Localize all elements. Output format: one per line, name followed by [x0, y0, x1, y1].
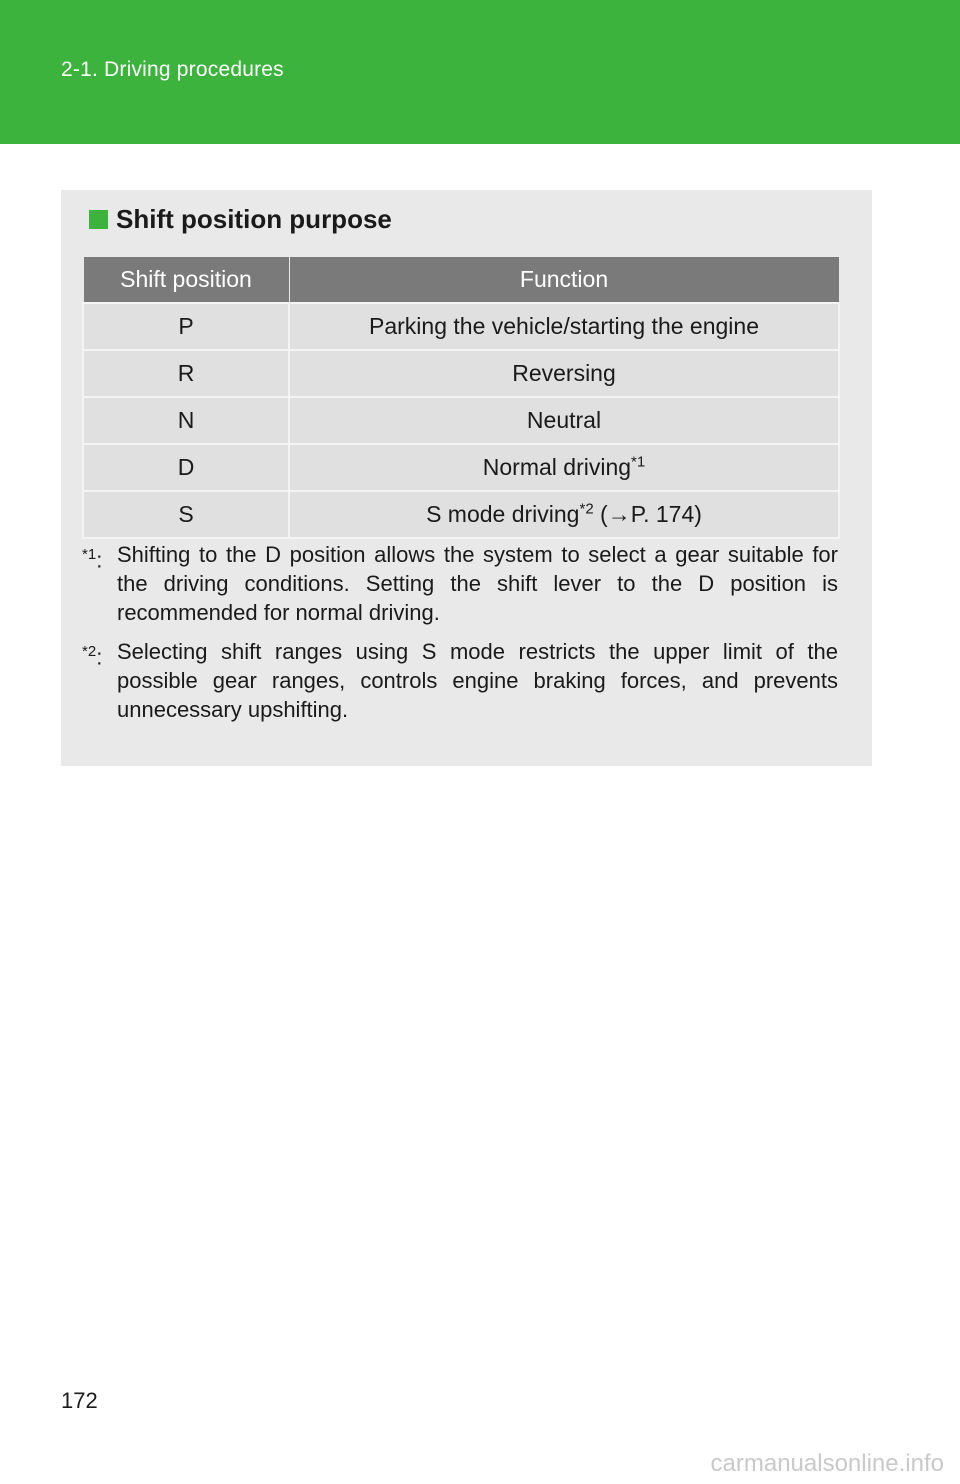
- footnote-ref: *1: [631, 453, 646, 471]
- page-reference: (→P. 174): [593, 501, 702, 527]
- shift-position-cell: D: [83, 444, 289, 491]
- function-cell: [289, 303, 839, 350]
- table-row: [83, 397, 839, 444]
- header-title: 2-1. Driving procedures: [61, 58, 284, 81]
- function-text: Normal driving: [482, 454, 632, 480]
- shift-position-cell: S: [83, 491, 289, 538]
- shift-position-cell: P: [83, 303, 289, 350]
- column-header-shift-position: Shift position: [83, 257, 289, 304]
- footnote-1: [82, 540, 838, 627]
- shift-position-table: [82, 256, 840, 539]
- function-cell: [289, 397, 839, 444]
- table-row: [83, 303, 839, 350]
- table-row: [83, 491, 839, 538]
- shift-position-cell: R: [83, 350, 289, 397]
- footnote-ref: *2: [579, 500, 594, 518]
- footnote-text: Selecting shift ranges using S mode restricts the upper limit of the possible gear ranges, controls engine braking forces, and prevents unnecessary upshifting.: [117, 639, 838, 722]
- section-heading: [89, 204, 392, 235]
- function-text: Reversing: [512, 360, 616, 386]
- function-cell: [289, 350, 839, 397]
- column-header-function: Function: [289, 257, 839, 304]
- footnotes: [82, 540, 838, 734]
- function-cell: [289, 444, 839, 491]
- footnote-marker: $^{*2}$:: [82, 643, 103, 670]
- info-panel: [61, 190, 872, 766]
- table-row: [83, 444, 839, 491]
- footnote-2: [82, 637, 838, 724]
- table-header-row: [83, 257, 839, 304]
- function-cell: [289, 491, 839, 538]
- table-row: [83, 350, 839, 397]
- footnote-marker: $^{*1}$:: [82, 546, 103, 573]
- square-bullet-icon: [89, 210, 108, 229]
- function-text: Parking the vehicle/starting the engine: [369, 313, 759, 339]
- function-text: S mode driving: [426, 501, 580, 527]
- shift-position-cell: N: [83, 397, 289, 444]
- page-number: 172: [61, 1388, 98, 1413]
- footnote-text: Shifting to the D position allows the system to select a gear suitable for the driving conditions. Setting the shift lever to the D position is recommended for normal driving.: [117, 542, 838, 625]
- function-text: Neutral: [526, 407, 602, 433]
- watermark: carmanualsonline.info: [710, 1450, 944, 1477]
- section-heading-text: Shift position purpose: [116, 204, 392, 234]
- page-header: [0, 0, 960, 144]
